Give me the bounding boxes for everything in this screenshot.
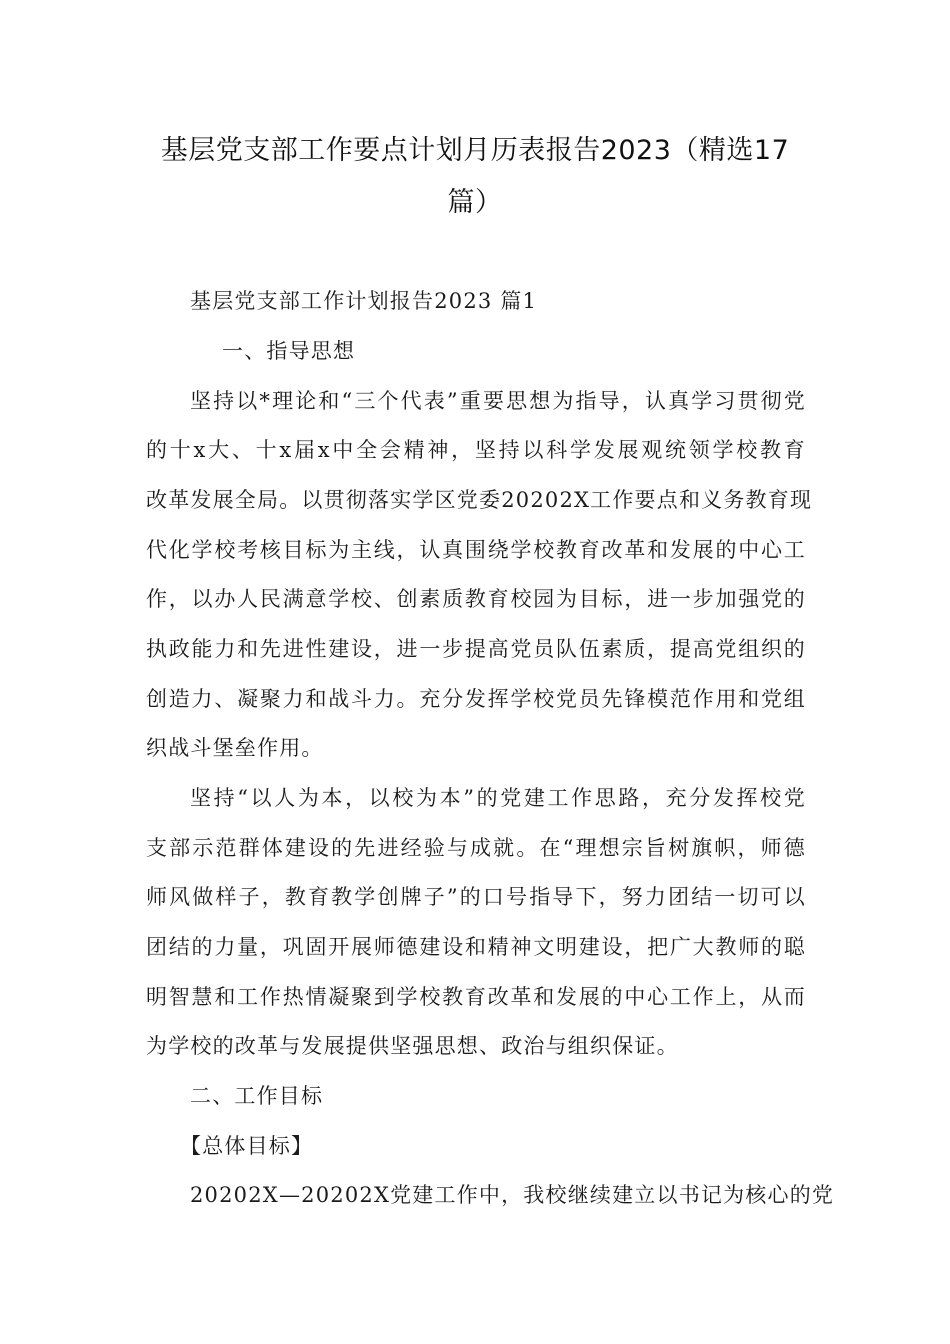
- paragraph-line: 支部示范群体建设的先进经验与成就。在“理想宗旨树旗帜，师德: [146, 836, 806, 860]
- section-heading-1: 一、指导思想: [222, 339, 356, 363]
- paragraph-line: 20202X—20202X党建工作中，我校继续建立以书记为核心的党: [190, 1183, 835, 1207]
- paragraph-line: 改革发展全局。以贯彻落实学区党委20202X工作要点和义务教育现: [146, 488, 813, 512]
- section-subtitle: 基层党支部工作计划报告2023 篇1: [190, 289, 538, 313]
- document-title-line-1: 基层党支部工作要点计划月历表报告2023（精选17: [160, 135, 790, 166]
- paragraph-line: 执政能力和先进性建设，进一步提高党员队伍素质，提高党组织的: [146, 637, 806, 661]
- paragraph-line: 明智慧和工作热情凝聚到学校教育改革和发展的中心工作上，从而: [146, 985, 806, 1009]
- paragraph-line: 织战斗堡垒作用。: [146, 736, 324, 760]
- paragraph-line: 作，以办人民满意学校、创素质教育校园为目标，进一步加强党的: [146, 587, 806, 611]
- paragraph-line: 的十x大、十x届x中全会精神，坚持以科学发展观统领学校教育: [146, 438, 806, 462]
- paragraph-line: 创造力、凝聚力和战斗力。充分发挥学校党员先锋模范作用和党组: [146, 687, 806, 711]
- paragraph-line: 团结的力量，巩固开展师德建设和精神文明建设，把广大教师的聪: [146, 935, 806, 959]
- section-heading-2: 二、工作目标: [190, 1084, 324, 1108]
- paragraph-line: 坚持以*理论和“三个代表”重要思想为指导，认真学习贯彻党: [190, 389, 806, 413]
- bracket-heading: 【总体目标】: [180, 1134, 314, 1158]
- paragraph-line: 代化学校考核目标为主线，认真围绕学校教育改革和发展的中心工: [146, 538, 806, 562]
- paragraph-line: 坚持“以人为本，以校为本”的党建工作思路，充分发挥校党: [190, 786, 806, 810]
- document-title-line-2: 篇）: [447, 187, 503, 218]
- paragraph-line: 为学校的改革与发展提供坚强思想、政治与组织保证。: [146, 1034, 679, 1058]
- paragraph-line: 师风做样子，教育教学创牌子”的口号指导下，努力团结一切可以: [146, 885, 806, 909]
